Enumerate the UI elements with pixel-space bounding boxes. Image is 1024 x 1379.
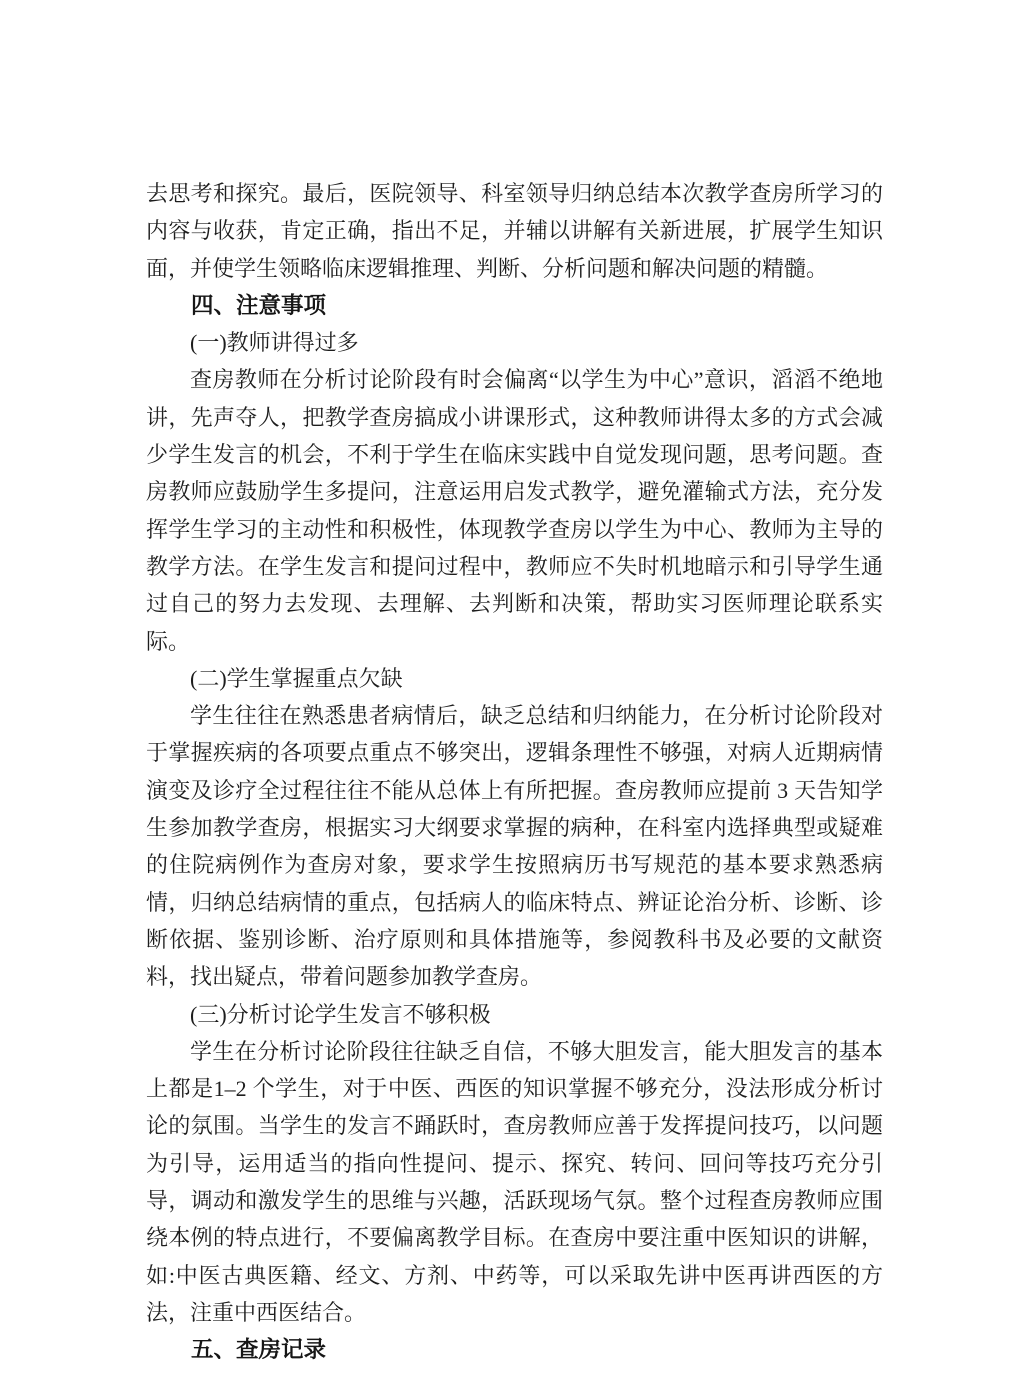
subsection-heading-2: (二)学生掌握重点欠缺: [190, 665, 403, 691]
subsection-paragraph-3: 学生在分析讨论阶段往往缺乏自信，不够大胆发言，能大胆发言的基本上都是1–2 个学生，对于中医、西医的知识掌握不够充分，没法形成分析讨论的氛围。当学生的发言不踊跃时，查房教师应善于发挥提问技巧，以问题为引导，运用适当的指向性提问、提示、探究、转问、回问等技巧充分引导，调动和激发学生的思维与兴趣，活跃现场气氛。整个过程查房教师应围绕本例的特点进行，不要偏离教学目标。在查房中要注重中医知识的讲解，如:中医古典医籍、经文、方剂、中药等，可以采取先讲中医再讲西医的方法，注重中西医结合。: [146, 1038, 883, 1325]
section-heading-4-precautions: 四、注意事项: [191, 292, 327, 318]
continuation-paragraph: 去思考和探究。最后，医院领导、科室领导归纳总结本次教学查房所学习的内容与收获，肯定正确，指出不足，并辅以讲解有关新进展，扩展学生知识面，并使学生领略临床逻辑推理、判断、分析问题和解决问题的精髓。: [146, 181, 883, 281]
subsection-paragraph-2: 学生往往在熟悉患者病情后，缺乏总结和归纳能力，在分析讨论阶段对于掌握疾病的各项要点重点不够突出，逻辑条理性不够强，对病人近期病情演变及诊疗全过程往往不能从总体上有所把握。查房教师应提前 3 天告知学生参加教学查房，根据实习大纲要求掌握的病种，在科室内选择典型或疑难的住院病例作为查房对象，要求学生按照病历书写规范的基本要求熟悉病情，归纳总结病情的重点，包括病人的临床特点、辨证论治分析、诊断、诊断依据、鉴别诊断、治疗原则和具体措施等，参阅教科书及必要的文献资料，找出疑点，带着问题参加教学查房。: [146, 703, 883, 990]
subsection-heading-3: (三)分析讨论学生发言不够积极: [190, 1001, 491, 1027]
subsection-paragraph-1: 查房教师在分析讨论阶段有时会偏离“以学生为中心”意识，滔滔不绝地讲，先声夺人，把教学查房搞成小讲课形式，这种教师讲得太多的方式会减少学生发言的机会，不利于学生在临床实践中自觉发现问题，思考问题。查房教师应鼓励学生多提问，注意运用启发式教学，避免灌输式方法，充分发挥学生学习的主动性和积极性，体现教学查房以学生为中心、教师为主导的教学方法。在学生发言和提问过程中，教师应不失时机地暗示和引导学生通过自己的努力去发现、去理解、去判断和决策，帮助实习医师理论联系实际。: [146, 367, 883, 654]
section-heading-5-ward-round-records: 五、查房记录: [191, 1337, 327, 1363]
subsection-heading-1: (一)教师讲得过多: [190, 330, 359, 356]
book-page: [146, 175, 883, 1369]
